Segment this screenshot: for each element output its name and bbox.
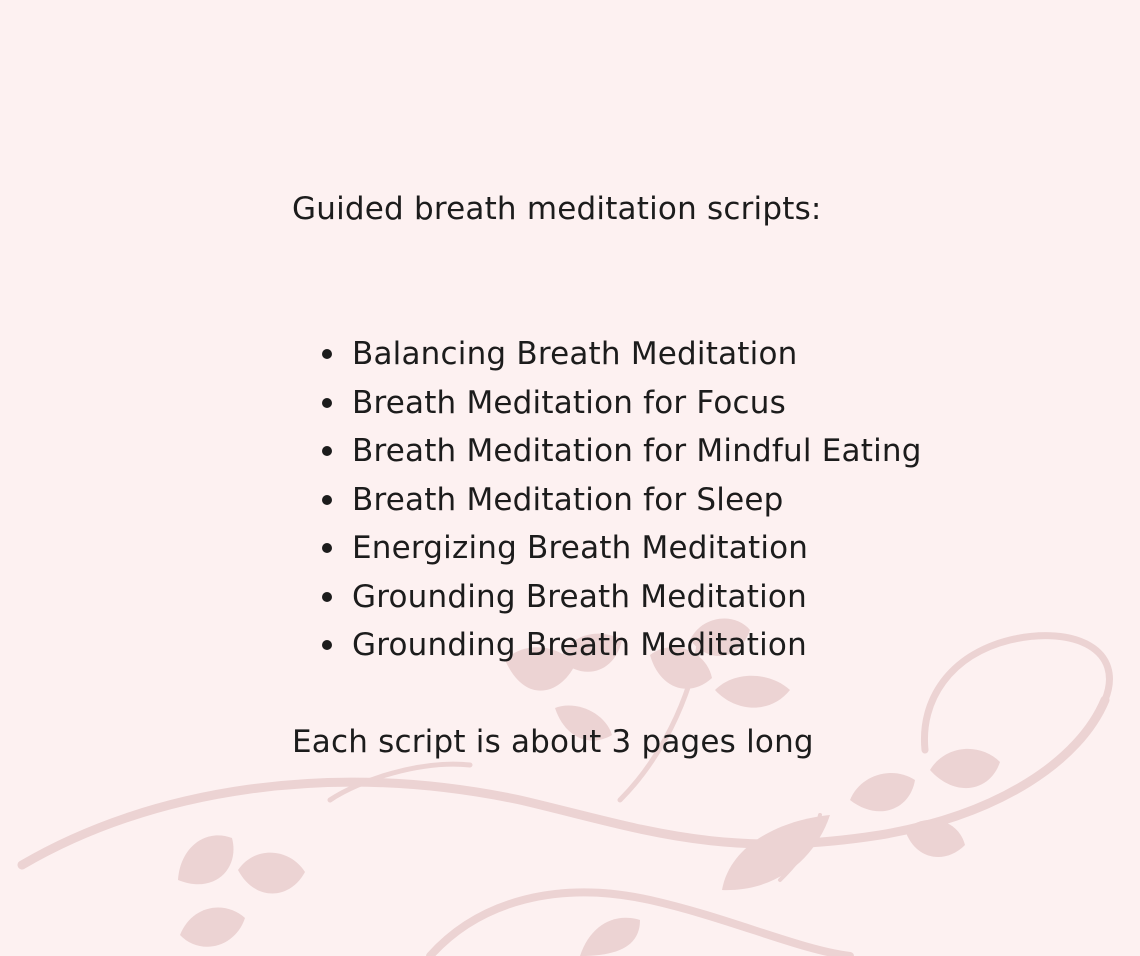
- list-item-label: Breath Meditation for Mindful Eating: [352, 433, 922, 469]
- bullet-icon: [322, 349, 332, 359]
- bullet-icon: [322, 592, 332, 602]
- list-item-label: Energizing Breath Meditation: [352, 530, 809, 566]
- list-item-label: Grounding Breath Meditation: [352, 627, 807, 663]
- list-item: [292, 575, 922, 624]
- footer-note: Each script is about 3 pages long: [292, 724, 814, 760]
- list-item: [292, 332, 922, 381]
- bullet-icon: [322, 398, 332, 408]
- script-list: [292, 332, 922, 672]
- bullet-icon: [322, 446, 332, 456]
- list-item: [292, 526, 922, 575]
- bullet-icon: [322, 495, 332, 505]
- bullet-icon: [322, 543, 332, 553]
- list-item-label: Breath Meditation for Sleep: [352, 481, 784, 518]
- list-item: [292, 381, 922, 430]
- list-item-label: Balancing Breath Meditation: [352, 336, 798, 372]
- page-heading: Guided breath meditation scripts:: [292, 191, 822, 227]
- list-item: [292, 623, 922, 672]
- list-item: [292, 429, 922, 478]
- bullet-icon: [322, 640, 332, 650]
- list-item-label: Grounding Breath Meditation: [352, 578, 807, 615]
- list-item-label: Breath Meditation for Focus: [352, 384, 786, 421]
- list-item: [292, 478, 922, 527]
